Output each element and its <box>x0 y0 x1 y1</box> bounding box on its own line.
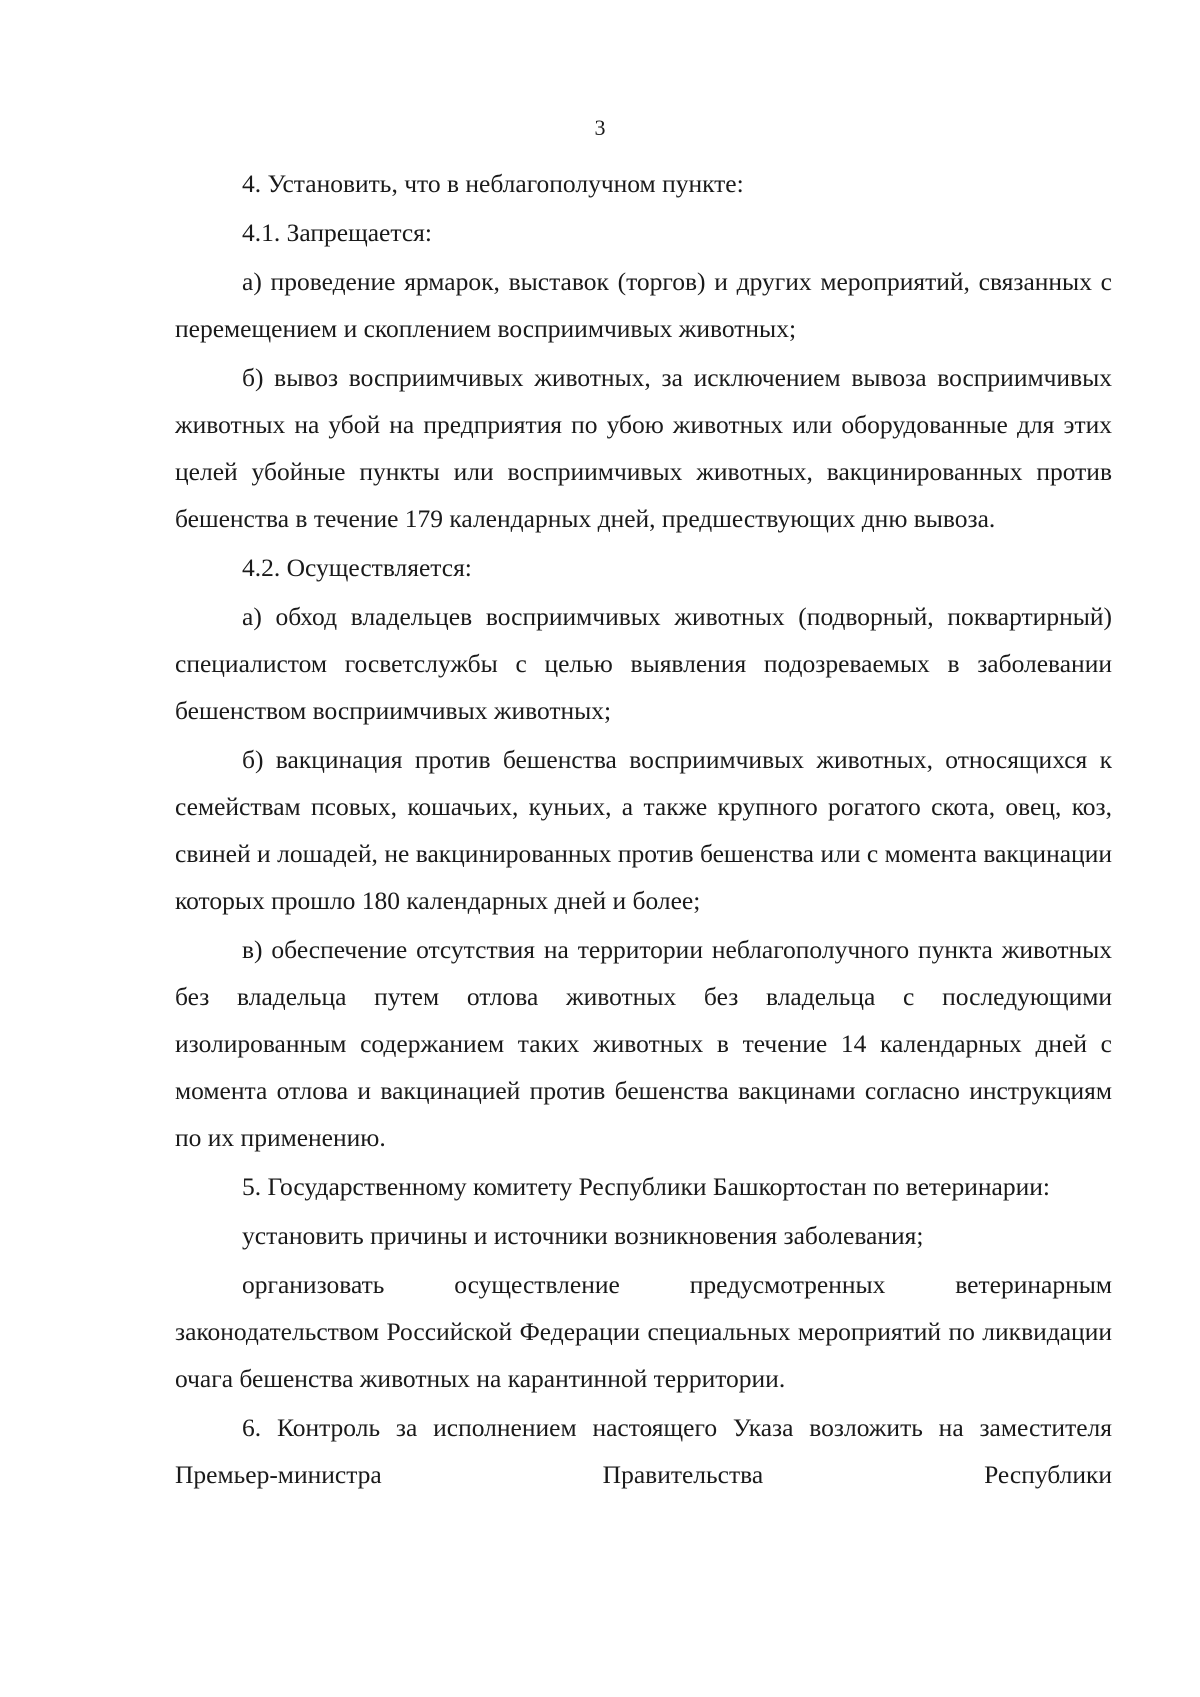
paragraph-4-1-a: а) проведение ярмарок, выставок (торгов) и других мероприятий, связанных с перемещением и скоплением восприимчивых животных; <box>175 267 1112 343</box>
paragraph-5-item-1: установить причины и источники возникновения заболевания; <box>242 1221 924 1250</box>
paragraph-4-1: 4.1. Запрещается: <box>242 218 432 247</box>
paragraph-4: 4. Установить, что в неблагополучном пункте: <box>242 169 744 198</box>
paragraph-4-2-b: б) вакцинация против бешенства восприимчивых животных, относящихся к семействам псовых, кошачьих, куньих, а также крупного рогатого скота, овец, коз, свиней и лошадей, не вакцинированных против бешенства или с момента вакцинации которых прошло 180 календарных дней и более; <box>175 745 1112 915</box>
paragraph-4-1-b: б) вывоз восприимчивых животных, за исключением вывоза восприимчивых животных на убой на предприятия по убою животных или оборудованные для этих целей убойные пункты или восприимчивых животных, вакцинированных против бешенства в течение 179 календарных дней, предшествующих дню вывоза. <box>175 363 1112 533</box>
paragraph-4-2: 4.2. Осуществляется: <box>242 553 472 582</box>
document-body <box>175 160 1112 1498</box>
paragraph-5-item-2: организовать осуществление предусмотренных ветеринарным законодательством Российской Федерации специальных мероприятий по ликвидации очага бешенства животных на карантинной территории. <box>175 1270 1112 1393</box>
paragraph-6: 6. Контроль за исполнением настоящего Указа возложить на заместителя Премьер-министра Правительства Республики <box>175 1413 1112 1489</box>
page-number: 3 <box>594 115 606 140</box>
paragraph-4-2-v: в) обеспечение отсутствия на территории неблагополучного пункта животных без владельца путем отлова животных без владельца с последующими изолированным содержанием таких животных в течение 14 календарных дней с момента отлова и вакцинацией против бешенства вакцинами согласно инструкциям по их применению. <box>175 935 1112 1152</box>
paragraph-5: 5. Государственному комитету Республики Башкортостан по ветеринарии: <box>242 1172 1050 1201</box>
paragraph-4-2-a: а) обход владельцев восприимчивых животных (подворный, поквартирный) специалистом госветслужбы с целью выявления подозреваемых в заболевании бешенством восприимчивых животных; <box>175 602 1112 725</box>
